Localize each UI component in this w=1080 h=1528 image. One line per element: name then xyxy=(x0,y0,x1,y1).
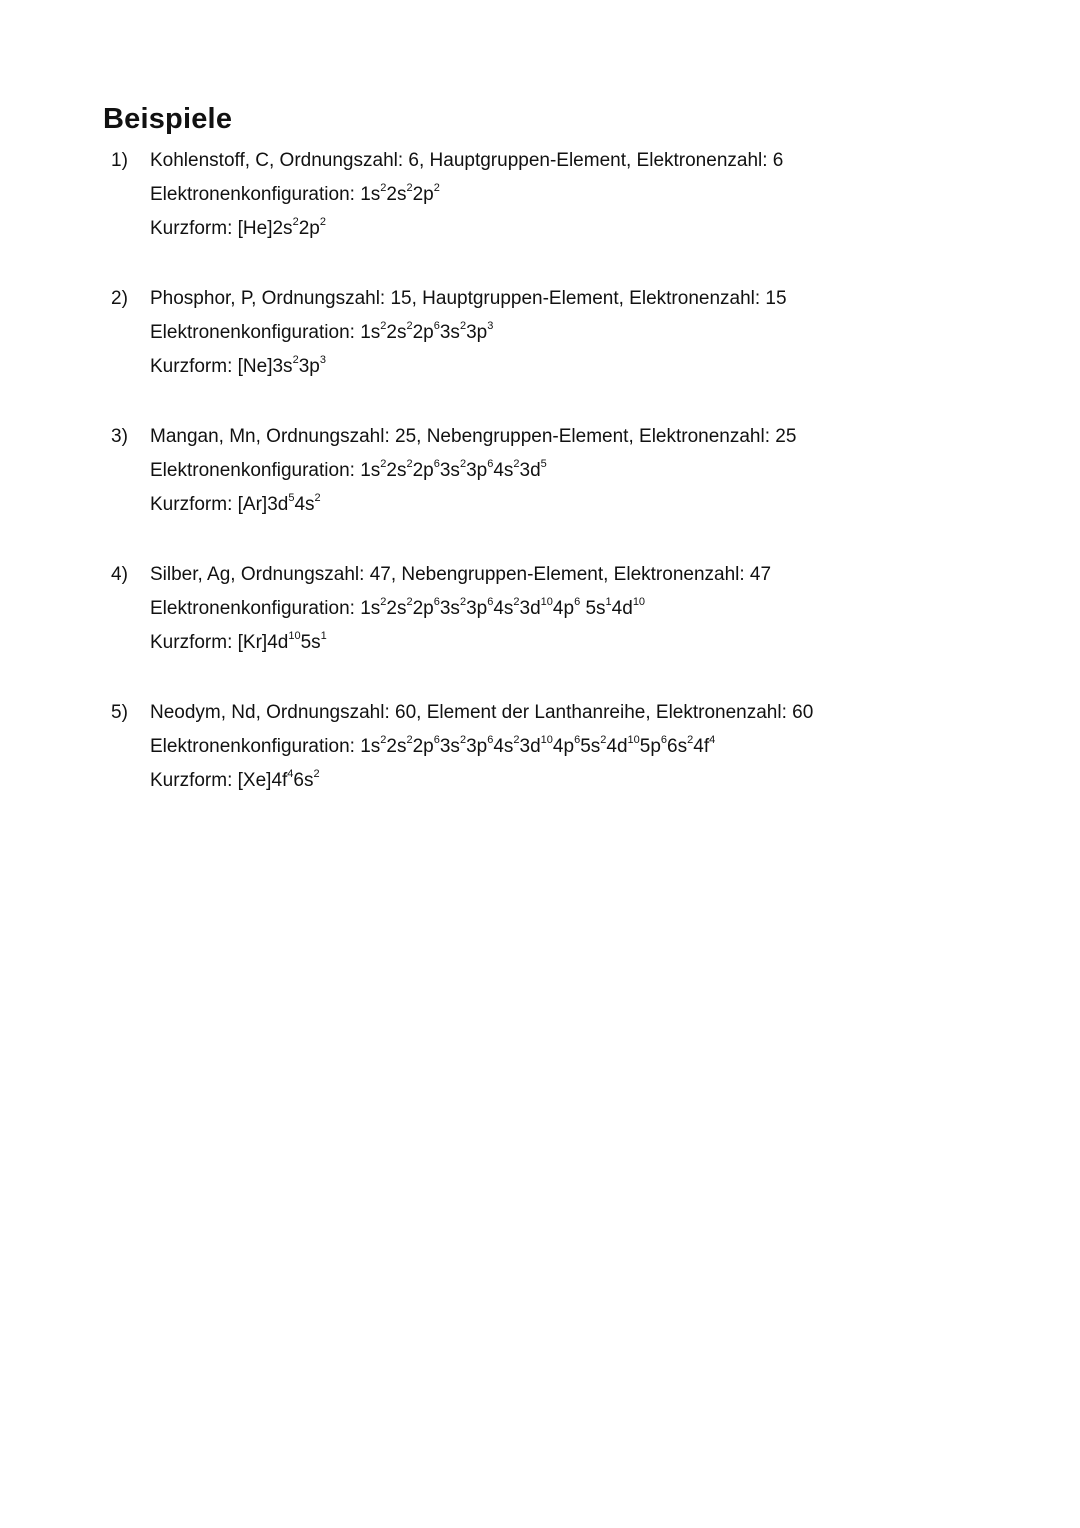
short-form-line xyxy=(150,350,813,384)
example-number: 2) xyxy=(111,288,128,309)
example-item xyxy=(111,420,813,522)
electron-configuration: $1s^22s^22p^63s^23p^64s^23d^{10}4p^6$ $5s^14d^{10}$ xyxy=(360,596,646,619)
example-item xyxy=(111,696,813,798)
electron-count-superscript: 6 xyxy=(660,734,668,746)
electron-count-superscript: 6 xyxy=(433,734,440,746)
electron-configuration: $1s^22s^22p^2$ xyxy=(360,182,440,205)
short-form-label: Kurzform: xyxy=(150,356,238,377)
example-number: 5) xyxy=(111,702,128,723)
electron-configuration-label: Elektronenkonfiguration: xyxy=(150,460,361,481)
example-number: 3) xyxy=(111,426,128,447)
electron-count-superscript: 2 xyxy=(459,458,467,470)
short-form: $[Ne]3s^23p^3$ xyxy=(237,354,326,377)
electron-count-superscript: 4 xyxy=(287,768,294,780)
electron-configuration-line xyxy=(150,316,813,350)
electron-count-superscript: 2 xyxy=(406,734,413,746)
electron-count-superscript: 2 xyxy=(459,596,467,608)
electron-count-superscript: 3 xyxy=(487,320,494,332)
electron-count-superscript: 10 xyxy=(540,734,553,746)
electron-count-superscript: 6 xyxy=(574,596,581,608)
electron-count-superscript: 5 xyxy=(288,492,295,504)
short-form-line xyxy=(150,488,813,522)
electron-count-superscript: 2 xyxy=(292,216,299,228)
electron-configuration-line xyxy=(150,730,813,764)
electron-count-superscript: 2 xyxy=(380,320,387,332)
electron-count-superscript: 2 xyxy=(380,734,387,746)
electron-count-superscript: 2 xyxy=(513,734,520,746)
electron-count-superscript: 2 xyxy=(459,320,467,332)
electron-configuration-label: Elektronenkonfiguration: xyxy=(150,736,361,757)
electron-count-superscript: 1 xyxy=(605,596,612,608)
example-item xyxy=(111,558,813,660)
electron-count-superscript: 3 xyxy=(319,354,326,366)
electron-count-superscript: 2 xyxy=(687,734,694,746)
example-item xyxy=(111,144,813,246)
electron-count-superscript: 6 xyxy=(487,734,494,746)
electron-count-superscript: 2 xyxy=(314,492,321,504)
page-title: Beispiele xyxy=(103,103,233,135)
electron-count-superscript: 2 xyxy=(380,458,387,470)
short-form-label: Kurzform: xyxy=(150,218,238,239)
electron-count-superscript: 2 xyxy=(406,320,413,332)
electron-count-superscript: 2 xyxy=(513,596,520,608)
electron-configuration-line xyxy=(150,592,813,626)
electron-count-superscript: 6 xyxy=(487,458,494,470)
electron-count-superscript: 6 xyxy=(433,458,440,470)
electron-count-superscript: 2 xyxy=(459,734,467,746)
electron-configuration: $1s^22s^22p^63s^23p^64s^23d^5$ xyxy=(360,458,547,481)
electron-count-superscript: 6 xyxy=(487,596,494,608)
element-description: Phosphor, P, Ordnungszahl: 15, Hauptgruppen-Element, Elektronenzahl: 15 xyxy=(150,288,787,309)
electron-count-superscript: 6 xyxy=(574,734,581,746)
electron-count-superscript: 2 xyxy=(433,182,440,194)
electron-configuration: $1s^22s^22p^63s^23p^3$ xyxy=(360,320,494,343)
electron-count-superscript: 10 xyxy=(632,596,646,608)
electron-configuration-line xyxy=(150,454,813,488)
short-form: $[Ar]3d^54s^2$ xyxy=(237,492,321,515)
electron-count-superscript: 2 xyxy=(319,216,326,228)
electron-count-superscript: 4 xyxy=(709,734,716,746)
electron-count-superscript: 2 xyxy=(380,596,387,608)
electron-count-superscript: 6 xyxy=(433,320,440,332)
short-form: $[Kr]4d^{10}5s^1$ xyxy=(237,630,327,653)
electron-count-superscript: 2 xyxy=(292,354,299,366)
electron-count-superscript: 2 xyxy=(513,458,520,470)
electron-count-superscript: 6 xyxy=(433,596,440,608)
example-item xyxy=(111,282,813,384)
short-form-line xyxy=(150,626,813,660)
electron-configuration-label: Elektronenkonfiguration: xyxy=(150,184,361,205)
electron-count-superscript: 2 xyxy=(313,768,320,780)
element-description: Mangan, Mn, Ordnungszahl: 25, Nebengruppen-Element, Elektronenzahl: 25 xyxy=(150,426,797,447)
electron-count-superscript: 10 xyxy=(288,630,301,642)
element-description: Silber, Ag, Ordnungszahl: 47, Nebengruppen-Element, Elektronenzahl: 47 xyxy=(150,564,772,585)
electron-count-superscript: 10 xyxy=(540,596,553,608)
electron-count-superscript: 1 xyxy=(320,630,327,642)
element-description: Kohlenstoff, C, Ordnungszahl: 6, Hauptgruppen-Element, Elektronenzahl: 6 xyxy=(150,150,784,171)
short-form-label: Kurzform: xyxy=(150,632,238,653)
electron-configuration-label: Elektronenkonfiguration: xyxy=(150,322,361,343)
short-form-line xyxy=(150,212,813,246)
short-form-line xyxy=(150,764,813,798)
electron-count-superscript: 2 xyxy=(406,182,413,194)
element-description: Neodym, Nd, Ordnungszahl: 60, Element der Lanthanreihe, Elektronenzahl: 60 xyxy=(150,702,814,723)
electron-count-superscript: 10 xyxy=(627,734,640,746)
short-form: $[He]2s^22p^2$ xyxy=(237,216,326,239)
electron-count-superscript: 2 xyxy=(380,182,387,194)
electron-configuration-label: Elektronenkonfiguration: xyxy=(150,598,361,619)
examples-list xyxy=(111,144,813,834)
short-form: $[Xe]4f^46s^2$ xyxy=(237,768,320,791)
example-number: 4) xyxy=(111,564,128,585)
short-form-label: Kurzform: xyxy=(150,494,238,515)
electron-count-superscript: 5 xyxy=(540,458,547,470)
electron-configuration: $1s^22s^22p^63s^23p^64s^23d^{10}4p^65s^24d^{10}5p^66s^24f^4$ xyxy=(360,734,716,757)
short-form-label: Kurzform: xyxy=(150,770,238,791)
electron-count-superscript: 2 xyxy=(600,734,607,746)
example-number: 1) xyxy=(111,150,128,171)
electron-configuration-line xyxy=(150,178,813,212)
electron-count-superscript: 2 xyxy=(406,596,413,608)
electron-count-superscript: 2 xyxy=(406,458,413,470)
